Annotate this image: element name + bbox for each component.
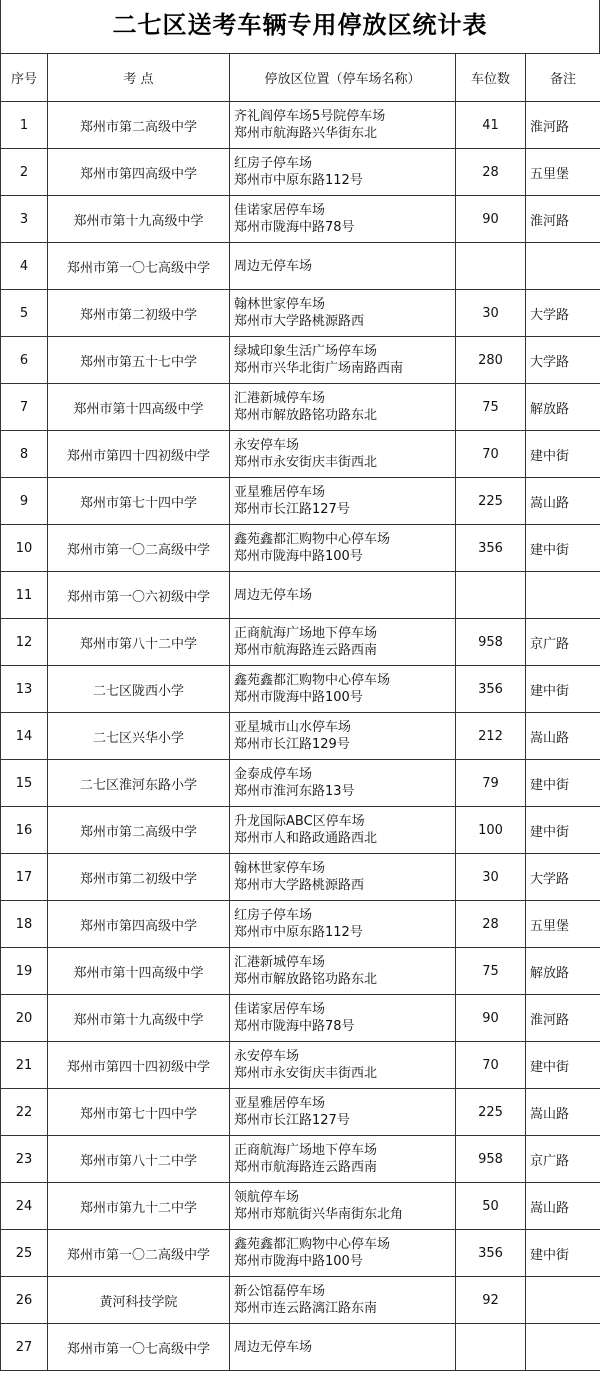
parking-lot-name: 鑫苑鑫都汇购物中心停车场 (234, 673, 391, 688)
parking-lot-name: 周边无停车场 (234, 1339, 313, 1355)
parking-spaces: 225 (456, 478, 526, 525)
parking-spaces: 41 (456, 102, 526, 149)
parking-spaces: 79 (456, 760, 526, 807)
parking-lot-name: 正商航海广场地下停车场 (234, 1143, 378, 1158)
parking-location (230, 713, 456, 760)
header-spaces: 车位数 (456, 54, 526, 102)
remark: 京广路 (526, 1136, 600, 1183)
parking-lot-name: 汇港新城停车场 (234, 955, 326, 970)
parking-spaces: 28 (456, 149, 526, 196)
row-number: 23 (1, 1136, 48, 1183)
remark: 建中街 (526, 807, 600, 854)
parking-location (230, 102, 456, 149)
remark: 建中街 (526, 1042, 600, 1089)
parking-location (230, 807, 456, 854)
row-number: 25 (1, 1230, 48, 1277)
row-number: 27 (1, 1324, 48, 1371)
parking-location (230, 1183, 456, 1230)
exam-site: 郑州市第二初级中学 (48, 290, 230, 337)
parking-lot-address: 郑州市陇海中路100号 (234, 1254, 363, 1269)
parking-lot-name: 领航停车场 (234, 1190, 300, 1205)
parking-lot-address: 郑州市永安街庆丰街西北 (234, 455, 378, 470)
row-number: 24 (1, 1183, 48, 1230)
table-row (1, 243, 600, 290)
exam-site: 二七区陇西小学 (48, 666, 230, 713)
parking-lot-name: 红房子停车场 (234, 908, 313, 923)
parking-lot-name: 齐礼阎停车场5号院停车场 (234, 109, 386, 124)
exam-site: 黄河科技学院 (48, 1277, 230, 1324)
parking-location (230, 384, 456, 431)
exam-site: 郑州市第五十七中学 (48, 337, 230, 384)
exam-site: 郑州市第十九高级中学 (48, 196, 230, 243)
row-number: 3 (1, 196, 48, 243)
parking-location (230, 243, 456, 290)
table-row (1, 1324, 600, 1371)
remark: 大学路 (526, 290, 600, 337)
parking-spaces: 100 (456, 807, 526, 854)
parking-lot-address: 郑州市大学路桃源路西 (234, 878, 365, 893)
parking-lot-name: 佳诺家居停车场 (234, 1002, 326, 1017)
parking-lot-name: 亚星城市山水停车场 (234, 720, 352, 735)
parking-location (230, 1089, 456, 1136)
parking-lot-address: 郑州市淮河东路13号 (234, 784, 355, 799)
table-row (1, 431, 600, 478)
parking-lot-address: 郑州市连云路漓江路东南 (234, 1301, 378, 1316)
parking-location (230, 901, 456, 948)
remark (526, 572, 600, 619)
exam-site: 郑州市第四高级中学 (48, 901, 230, 948)
table-row (1, 1277, 600, 1324)
row-number: 21 (1, 1042, 48, 1089)
parking-lot-name: 永安停车场 (234, 438, 300, 453)
header-row (1, 54, 600, 102)
table-row (1, 1042, 600, 1089)
remark: 五里堡 (526, 901, 600, 948)
parking-lot-address: 郑州市人和路政通路西北 (234, 831, 378, 846)
row-number: 1 (1, 102, 48, 149)
parking-location (230, 478, 456, 525)
remark: 淮河路 (526, 995, 600, 1042)
table-row (1, 196, 600, 243)
table-row (1, 713, 600, 760)
parking-location (230, 337, 456, 384)
table-row (1, 337, 600, 384)
parking-lot-address: 郑州市长江路127号 (234, 502, 350, 517)
table-row (1, 1089, 600, 1136)
parking-lot-address: 郑州市航海路兴华街东北 (234, 126, 378, 141)
exam-site: 郑州市第八十二中学 (48, 619, 230, 666)
remark: 建中街 (526, 525, 600, 572)
parking-lot-address: 郑州市陇海中路100号 (234, 549, 363, 564)
exam-site: 郑州市第一〇二高级中学 (48, 525, 230, 572)
remark: 建中街 (526, 760, 600, 807)
parking-lot-name: 鑫苑鑫都汇购物中心停车场 (234, 1237, 391, 1252)
remark: 解放路 (526, 948, 600, 995)
exam-site: 郑州市第八十二中学 (48, 1136, 230, 1183)
exam-site: 郑州市第十四高级中学 (48, 384, 230, 431)
parking-lot-name: 翰林世家停车场 (234, 297, 326, 312)
exam-site: 郑州市第二初级中学 (48, 854, 230, 901)
remark: 建中街 (526, 1230, 600, 1277)
parking-lot-name: 正商航海广场地下停车场 (234, 626, 378, 641)
parking-lot-name: 永安停车场 (234, 1049, 300, 1064)
parking-spaces (456, 243, 526, 290)
exam-site: 郑州市第九十二中学 (48, 1183, 230, 1230)
table-row (1, 666, 600, 713)
parking-lot-name: 佳诺家居停车场 (234, 203, 326, 218)
row-number: 14 (1, 713, 48, 760)
parking-spaces: 75 (456, 948, 526, 995)
parking-location (230, 1277, 456, 1324)
row-number: 20 (1, 995, 48, 1042)
table-row (1, 619, 600, 666)
parking-location (230, 1136, 456, 1183)
row-number: 2 (1, 149, 48, 196)
parking-lot-address: 郑州市兴华北街广场南路西南 (234, 361, 404, 376)
parking-location (230, 525, 456, 572)
table-row (1, 901, 600, 948)
parking-spaces: 356 (456, 1230, 526, 1277)
exam-site: 郑州市第四十四初级中学 (48, 431, 230, 478)
exam-site: 郑州市第一〇六初级中学 (48, 572, 230, 619)
parking-lot-name: 鑫苑鑫都汇购物中心停车场 (234, 532, 391, 547)
parking-spaces: 225 (456, 1089, 526, 1136)
parking-lot-address: 郑州市郑航街兴华南街东北角 (234, 1207, 404, 1222)
exam-site: 郑州市第十四高级中学 (48, 948, 230, 995)
parking-location (230, 760, 456, 807)
exam-site: 郑州市第二高级中学 (48, 102, 230, 149)
parking-location (230, 948, 456, 995)
remark: 建中街 (526, 431, 600, 478)
exam-site: 二七区淮河东路小学 (48, 760, 230, 807)
parking-spaces: 75 (456, 384, 526, 431)
row-number: 17 (1, 854, 48, 901)
parking-lot-address: 郑州市永安街庆丰街西北 (234, 1066, 378, 1081)
parking-lot-name: 汇港新城停车场 (234, 391, 326, 406)
parking-spaces: 958 (456, 619, 526, 666)
row-number: 7 (1, 384, 48, 431)
parking-spaces: 70 (456, 431, 526, 478)
parking-location (230, 196, 456, 243)
remark: 大学路 (526, 337, 600, 384)
parking-lot-address: 郑州市中原东路112号 (234, 173, 363, 188)
header-note: 备注 (526, 54, 600, 102)
parking-location (230, 149, 456, 196)
parking-lot-address: 郑州市长江路129号 (234, 737, 350, 752)
parking-lot-name: 新公馆磊停车场 (234, 1284, 326, 1299)
remark: 嵩山路 (526, 1183, 600, 1230)
parking-lot-address: 郑州市陇海中路100号 (234, 690, 363, 705)
table-row (1, 995, 600, 1042)
parking-lot-address: 郑州市陇海中路78号 (234, 220, 355, 235)
parking-spaces: 30 (456, 854, 526, 901)
parking-lot-address: 郑州市大学路桃源路西 (234, 314, 365, 329)
parking-spaces: 212 (456, 713, 526, 760)
header-location: 停放区位置（停车场名称） (230, 54, 456, 102)
exam-site: 二七区兴华小学 (48, 713, 230, 760)
remark (526, 243, 600, 290)
table-row (1, 525, 600, 572)
parking-spaces: 92 (456, 1277, 526, 1324)
row-number: 4 (1, 243, 48, 290)
remark: 嵩山路 (526, 1089, 600, 1136)
header-no: 序号 (1, 54, 48, 102)
table-row (1, 1183, 600, 1230)
parking-spaces: 50 (456, 1183, 526, 1230)
row-number: 11 (1, 572, 48, 619)
row-number: 18 (1, 901, 48, 948)
remark: 建中街 (526, 666, 600, 713)
parking-lot-address: 郑州市陇海中路78号 (234, 1019, 355, 1034)
parking-spaces: 30 (456, 290, 526, 337)
row-number: 8 (1, 431, 48, 478)
table-row (1, 290, 600, 337)
row-number: 22 (1, 1089, 48, 1136)
remark (526, 1277, 600, 1324)
row-number: 6 (1, 337, 48, 384)
parking-lot-address: 郑州市中原东路112号 (234, 925, 363, 940)
table-row (1, 948, 600, 995)
parking-spaces: 356 (456, 525, 526, 572)
remark: 大学路 (526, 854, 600, 901)
row-number: 9 (1, 478, 48, 525)
row-number: 13 (1, 666, 48, 713)
table-row (1, 854, 600, 901)
exam-site: 郑州市第四十四初级中学 (48, 1042, 230, 1089)
parking-location (230, 666, 456, 713)
row-number: 16 (1, 807, 48, 854)
parking-lot-address: 郑州市长江路127号 (234, 1113, 350, 1128)
table-row (1, 149, 600, 196)
remark: 五里堡 (526, 149, 600, 196)
parking-lot-address: 郑州市解放路铭功路东北 (234, 972, 378, 987)
row-number: 5 (1, 290, 48, 337)
parking-location (230, 619, 456, 666)
parking-lot-name: 翰林世家停车场 (234, 861, 326, 876)
parking-lot-name: 升龙国际ABC区停车场 (234, 814, 365, 829)
table-row (1, 102, 600, 149)
row-number: 12 (1, 619, 48, 666)
parking-spaces: 356 (456, 666, 526, 713)
table-row (1, 807, 600, 854)
table-row (1, 478, 600, 525)
parking-location (230, 431, 456, 478)
table-title: 二七区送考车辆专用停放区统计表 (0, 0, 600, 53)
parking-lot-name: 金泰成停车场 (234, 767, 313, 782)
row-number: 19 (1, 948, 48, 995)
parking-lot-name: 周边无停车场 (234, 258, 313, 274)
parking-lot-name: 绿城印象生活广场停车场 (234, 344, 378, 359)
parking-lot-name: 亚星雅居停车场 (234, 1096, 326, 1111)
exam-site: 郑州市第一〇七高级中学 (48, 243, 230, 290)
parking-spaces (456, 1324, 526, 1371)
remark: 嵩山路 (526, 478, 600, 525)
parking-lot-address: 郑州市航海路连云路西南 (234, 1160, 378, 1175)
parking-location (230, 1230, 456, 1277)
exam-site: 郑州市第四高级中学 (48, 149, 230, 196)
remark: 淮河路 (526, 102, 600, 149)
remark: 嵩山路 (526, 713, 600, 760)
parking-lot-address: 郑州市航海路连云路西南 (234, 643, 378, 658)
table-row (1, 1230, 600, 1277)
parking-spaces (456, 572, 526, 619)
exam-site: 郑州市第十九高级中学 (48, 995, 230, 1042)
parking-lot-name: 红房子停车场 (234, 156, 313, 171)
parking-spaces: 70 (456, 1042, 526, 1089)
row-number: 15 (1, 760, 48, 807)
table-row (1, 760, 600, 807)
remark (526, 1324, 600, 1371)
parking-statistics-table (0, 53, 600, 1371)
remark: 淮河路 (526, 196, 600, 243)
row-number: 26 (1, 1277, 48, 1324)
parking-location (230, 1324, 456, 1371)
parking-location (230, 572, 456, 619)
exam-site: 郑州市第七十四中学 (48, 1089, 230, 1136)
table-row (1, 384, 600, 431)
parking-location (230, 854, 456, 901)
parking-spaces: 90 (456, 196, 526, 243)
parking-lot-address: 郑州市解放路铭功路东北 (234, 408, 378, 423)
table-row (1, 572, 600, 619)
row-number: 10 (1, 525, 48, 572)
parking-spaces: 90 (456, 995, 526, 1042)
exam-site: 郑州市第七十四中学 (48, 478, 230, 525)
table-row (1, 1136, 600, 1183)
parking-lot-name: 周边无停车场 (234, 587, 313, 603)
remark: 京广路 (526, 619, 600, 666)
parking-lot-name: 亚星雅居停车场 (234, 485, 326, 500)
header-site: 考 点 (48, 54, 230, 102)
parking-spaces: 28 (456, 901, 526, 948)
exam-site: 郑州市第一〇二高级中学 (48, 1230, 230, 1277)
parking-spaces: 958 (456, 1136, 526, 1183)
remark: 解放路 (526, 384, 600, 431)
parking-location (230, 290, 456, 337)
parking-spaces: 280 (456, 337, 526, 384)
parking-location (230, 1042, 456, 1089)
exam-site: 郑州市第二高级中学 (48, 807, 230, 854)
exam-site: 郑州市第一〇七高级中学 (48, 1324, 230, 1371)
parking-location (230, 995, 456, 1042)
